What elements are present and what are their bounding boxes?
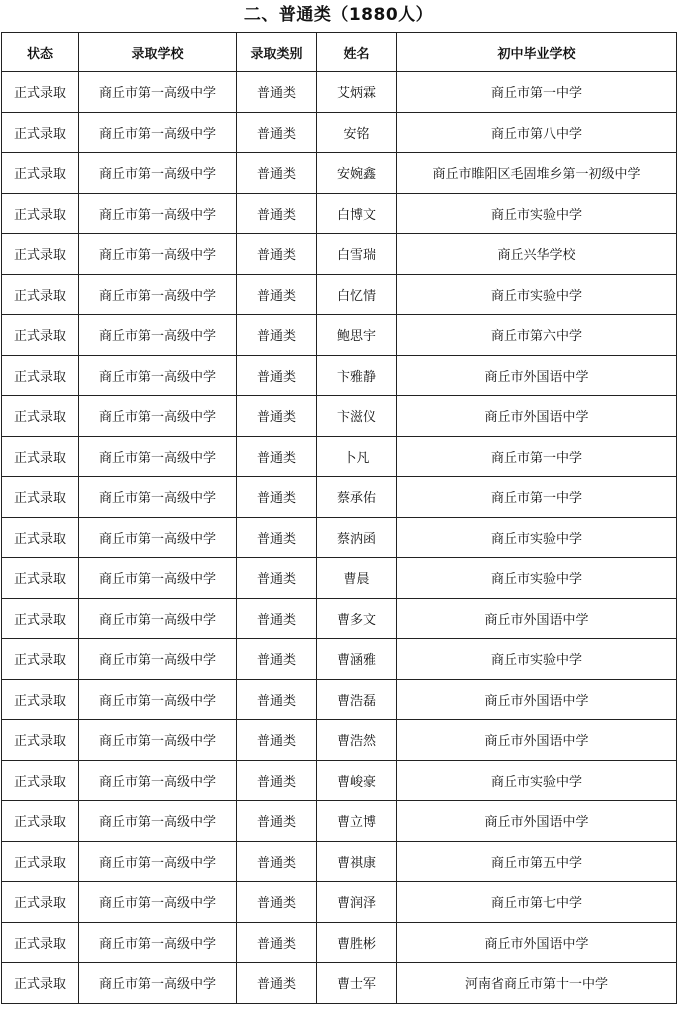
cell-junior-school: 商丘市实验中学 <box>397 760 677 801</box>
cell-name: 安婉鑫 <box>317 153 397 194</box>
cell-admit-school: 商丘市第一高级中学 <box>79 882 237 923</box>
table-row <box>2 801 677 842</box>
table-row <box>2 963 677 1004</box>
cell-junior-school: 商丘市第一中学 <box>397 72 677 113</box>
cell-junior-school: 商丘市第一中学 <box>397 436 677 477</box>
header-category: 录取类别 <box>237 33 317 72</box>
cell-status: 正式录取 <box>2 801 79 842</box>
admission-table <box>1 32 677 1004</box>
cell-junior-school: 商丘市第六中学 <box>397 315 677 356</box>
cell-junior-school: 商丘市外国语中学 <box>397 679 677 720</box>
cell-status: 正式录取 <box>2 639 79 680</box>
cell-name: 白雪瑞 <box>317 234 397 275</box>
cell-junior-school: 商丘市第一中学 <box>397 477 677 518</box>
cell-admit-school: 商丘市第一高级中学 <box>79 517 237 558</box>
table-row <box>2 841 677 882</box>
cell-junior-school: 商丘市外国语中学 <box>397 801 677 842</box>
cell-admit-school: 商丘市第一高级中学 <box>79 963 237 1004</box>
cell-admit-school: 商丘市第一高级中学 <box>79 193 237 234</box>
cell-junior-school: 商丘市外国语中学 <box>397 396 677 437</box>
cell-admit-school: 商丘市第一高级中学 <box>79 558 237 599</box>
cell-category: 普通类 <box>237 153 317 194</box>
cell-admit-school: 商丘市第一高级中学 <box>79 720 237 761</box>
cell-category: 普通类 <box>237 679 317 720</box>
header-junior-school: 初中毕业学校 <box>397 33 677 72</box>
cell-status: 正式录取 <box>2 315 79 356</box>
table-row <box>2 517 677 558</box>
cell-junior-school: 商丘市第八中学 <box>397 112 677 153</box>
table-row <box>2 922 677 963</box>
cell-admit-school: 商丘市第一高级中学 <box>79 801 237 842</box>
cell-name: 曹润泽 <box>317 882 397 923</box>
cell-name: 曹峻豪 <box>317 760 397 801</box>
header-status: 状态 <box>2 33 79 72</box>
cell-category: 普通类 <box>237 477 317 518</box>
cell-category: 普通类 <box>237 598 317 639</box>
cell-name: 卜凡 <box>317 436 397 477</box>
cell-junior-school: 商丘市第五中学 <box>397 841 677 882</box>
cell-status: 正式录取 <box>2 153 79 194</box>
cell-admit-school: 商丘市第一高级中学 <box>79 760 237 801</box>
cell-category: 普通类 <box>237 355 317 396</box>
cell-admit-school: 商丘市第一高级中学 <box>79 72 237 113</box>
cell-junior-school: 商丘市外国语中学 <box>397 598 677 639</box>
cell-category: 普通类 <box>237 274 317 315</box>
cell-status: 正式录取 <box>2 841 79 882</box>
cell-status: 正式录取 <box>2 193 79 234</box>
cell-name: 艾炳霖 <box>317 72 397 113</box>
cell-name: 曹浩磊 <box>317 679 397 720</box>
table-row <box>2 153 677 194</box>
cell-category: 普通类 <box>237 882 317 923</box>
table-row <box>2 315 677 356</box>
table-row <box>2 355 677 396</box>
table-row <box>2 477 677 518</box>
cell-category: 普通类 <box>237 558 317 599</box>
cell-admit-school: 商丘市第一高级中学 <box>79 274 237 315</box>
cell-name: 卞滋仪 <box>317 396 397 437</box>
cell-category: 普通类 <box>237 841 317 882</box>
cell-junior-school: 商丘市实验中学 <box>397 517 677 558</box>
cell-category: 普通类 <box>237 72 317 113</box>
cell-junior-school: 商丘市睢阳区毛固堆乡第一初级中学 <box>397 153 677 194</box>
cell-status: 正式录取 <box>2 720 79 761</box>
cell-name: 曹晨 <box>317 558 397 599</box>
table-row <box>2 679 677 720</box>
cell-status: 正式录取 <box>2 112 79 153</box>
cell-category: 普通类 <box>237 801 317 842</box>
table-row <box>2 193 677 234</box>
cell-name: 卞雅静 <box>317 355 397 396</box>
cell-name: 白博文 <box>317 193 397 234</box>
table-row <box>2 558 677 599</box>
cell-name: 曹胜彬 <box>317 922 397 963</box>
cell-status: 正式录取 <box>2 963 79 1004</box>
cell-status: 正式录取 <box>2 517 79 558</box>
table-row <box>2 274 677 315</box>
cell-junior-school: 商丘市第七中学 <box>397 882 677 923</box>
cell-category: 普通类 <box>237 517 317 558</box>
cell-category: 普通类 <box>237 193 317 234</box>
cell-status: 正式录取 <box>2 72 79 113</box>
table-row <box>2 882 677 923</box>
page-title: 二、普通类（1880人） <box>243 5 434 25</box>
cell-admit-school: 商丘市第一高级中学 <box>79 153 237 194</box>
table-body <box>2 72 677 1004</box>
cell-junior-school: 商丘市外国语中学 <box>397 922 677 963</box>
cell-category: 普通类 <box>237 720 317 761</box>
cell-admit-school: 商丘市第一高级中学 <box>79 436 237 477</box>
cell-junior-school: 商丘兴华学校 <box>397 234 677 275</box>
cell-junior-school: 商丘市实验中学 <box>397 193 677 234</box>
cell-status: 正式录取 <box>2 558 79 599</box>
cell-category: 普通类 <box>237 963 317 1004</box>
cell-junior-school: 商丘市外国语中学 <box>397 355 677 396</box>
cell-name: 鲍思宇 <box>317 315 397 356</box>
cell-name: 曹士军 <box>317 963 397 1004</box>
cell-category: 普通类 <box>237 639 317 680</box>
cell-name: 曹浩然 <box>317 720 397 761</box>
cell-admit-school: 商丘市第一高级中学 <box>79 112 237 153</box>
cell-admit-school: 商丘市第一高级中学 <box>79 639 237 680</box>
cell-junior-school: 商丘市外国语中学 <box>397 720 677 761</box>
header-row <box>2 33 677 72</box>
cell-name: 曹多文 <box>317 598 397 639</box>
cell-status: 正式录取 <box>2 922 79 963</box>
cell-admit-school: 商丘市第一高级中学 <box>79 922 237 963</box>
table-row <box>2 436 677 477</box>
cell-name: 安铭 <box>317 112 397 153</box>
cell-category: 普通类 <box>237 315 317 356</box>
cell-category: 普通类 <box>237 396 317 437</box>
cell-name: 曹祺康 <box>317 841 397 882</box>
cell-status: 正式录取 <box>2 436 79 477</box>
cell-name: 白忆情 <box>317 274 397 315</box>
cell-name: 蔡承佑 <box>317 477 397 518</box>
cell-admit-school: 商丘市第一高级中学 <box>79 598 237 639</box>
table-row <box>2 598 677 639</box>
cell-junior-school: 商丘市实验中学 <box>397 558 677 599</box>
header-name: 姓名 <box>317 33 397 72</box>
header-admit-school: 录取学校 <box>79 33 237 72</box>
cell-status: 正式录取 <box>2 598 79 639</box>
cell-admit-school: 商丘市第一高级中学 <box>79 355 237 396</box>
cell-admit-school: 商丘市第一高级中学 <box>79 679 237 720</box>
cell-category: 普通类 <box>237 436 317 477</box>
cell-status: 正式录取 <box>2 477 79 518</box>
table-row <box>2 234 677 275</box>
cell-status: 正式录取 <box>2 760 79 801</box>
cell-category: 普通类 <box>237 760 317 801</box>
cell-admit-school: 商丘市第一高级中学 <box>79 396 237 437</box>
cell-name: 曹立博 <box>317 801 397 842</box>
cell-status: 正式录取 <box>2 679 79 720</box>
cell-category: 普通类 <box>237 922 317 963</box>
table-row <box>2 72 677 113</box>
cell-junior-school: 商丘市实验中学 <box>397 274 677 315</box>
cell-admit-school: 商丘市第一高级中学 <box>79 315 237 356</box>
cell-status: 正式录取 <box>2 234 79 275</box>
cell-category: 普通类 <box>237 112 317 153</box>
cell-status: 正式录取 <box>2 355 79 396</box>
cell-name: 曹涵雅 <box>317 639 397 680</box>
table-row <box>2 396 677 437</box>
cell-junior-school: 商丘市实验中学 <box>397 639 677 680</box>
table-row <box>2 720 677 761</box>
cell-category: 普通类 <box>237 234 317 275</box>
cell-status: 正式录取 <box>2 882 79 923</box>
cell-status: 正式录取 <box>2 274 79 315</box>
cell-admit-school: 商丘市第一高级中学 <box>79 234 237 275</box>
cell-name: 蔡汭函 <box>317 517 397 558</box>
cell-admit-school: 商丘市第一高级中学 <box>79 841 237 882</box>
cell-junior-school: 河南省商丘市第十一中学 <box>397 963 677 1004</box>
cell-admit-school: 商丘市第一高级中学 <box>79 477 237 518</box>
table-header <box>2 33 677 72</box>
table-row <box>2 760 677 801</box>
cell-status: 正式录取 <box>2 396 79 437</box>
table-row <box>2 639 677 680</box>
table-row <box>2 112 677 153</box>
